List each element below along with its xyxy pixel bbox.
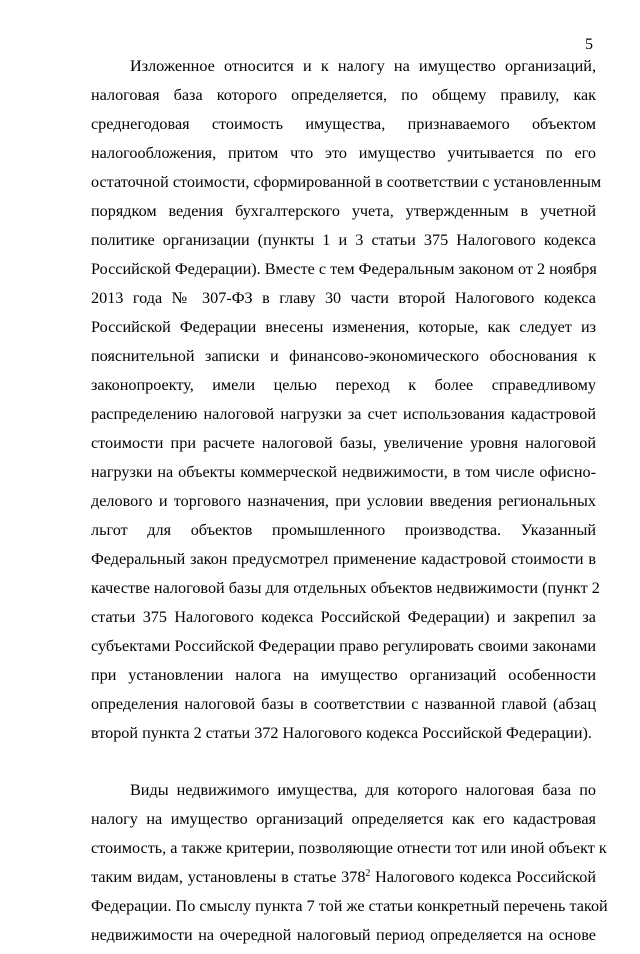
text-line: при установлении налога на имущество организаций особенности — [91, 666, 596, 684]
text-line: среднегодовая стоимость имущества, признаваемого объектом — [91, 115, 596, 133]
text-line: Российской Федерации). Вместе с тем Федеральным законом от 2 ноября — [91, 260, 597, 278]
paragraph-2 — [91, 780, 608, 954]
text-line: льгот для объектов промышленного производства. Указанный — [91, 521, 596, 539]
text-line: остаточной стоимости, сформированной в соответствии с установленным — [91, 173, 602, 191]
text-line: статьи 375 Налогового кодекса Российской Федерации) и закрепил за — [91, 608, 596, 626]
text-line: делового и торгового назначения, при условии введения региональных — [91, 492, 596, 510]
text-segment: Налогового кодекса Российской — [370, 868, 596, 886]
text-line: налогообложения, притом что это имущество учитывается по его — [91, 144, 596, 162]
text-line: порядком ведения бухгалтерского учета, утвержденным в учетной — [91, 202, 596, 220]
page-number: 5 — [585, 36, 593, 53]
text-line: налогу на имущество организаций определяется как его кадастровая — [91, 810, 596, 828]
text-line: второй пункта 2 статьи 372 Налогового кодекса Российской Федерации). — [91, 724, 592, 742]
superscript: 2 — [365, 868, 371, 879]
text-line: 2013 года № 307-ФЗ в главу 30 части второй Налогового кодекса — [91, 289, 596, 307]
text-line: Федерации. По смыслу пункта 7 той же статьи конкретный перечень такой — [91, 897, 608, 915]
text-line: налоговая база которого определяется, по общему правилу, как — [91, 86, 596, 104]
document-body — [91, 56, 608, 954]
text-line: качестве налоговой базы для отдельных объектов недвижимости (пункт 2 — [91, 579, 600, 597]
paragraph-1 — [91, 56, 602, 752]
text-segment: таким видам, установлены в статье 378 — [91, 868, 366, 886]
text-line: политике организации (пункты 1 и 3 статьи 375 Налогового кодекса — [91, 231, 596, 249]
text-line: Изложенное относится и к налогу на имущество организаций, — [130, 57, 596, 75]
text-line: стоимость, а также критерии, позволяющие отнести тот или иной объект к — [91, 839, 607, 857]
text-line: Российской Федерации внесены изменения, которые, как следует из — [91, 318, 596, 336]
text-line: нагрузки на объекты коммерческой недвижимости, в том числе офисно- — [91, 463, 596, 481]
text-line: недвижимости на очередной налоговый период определяется на основе — [91, 926, 596, 944]
text-line — [91, 867, 596, 896]
text-line: распределению налоговой нагрузки за счет использования кадастровой — [91, 405, 596, 423]
text-line: субъектами Российской Федерации право регулировать своими законами — [91, 637, 596, 655]
text-line: определения налоговой базы в соответствии с названной главой (абзац — [91, 695, 596, 713]
text-line: законопроекту, имели целью переход к более справедливому — [91, 376, 596, 394]
paragraph-spacing — [91, 752, 596, 780]
text-line: Виды недвижимого имущества, для которого налоговая база по — [130, 781, 596, 799]
text-line: стоимости при расчете налоговой базы, увеличение уровня налоговой — [91, 434, 596, 452]
text-line: Федеральный закон предусмотрел применение кадастровой стоимости в — [91, 550, 596, 568]
text-line: пояснительной записки и финансово-экономического обоснования к — [91, 347, 596, 365]
